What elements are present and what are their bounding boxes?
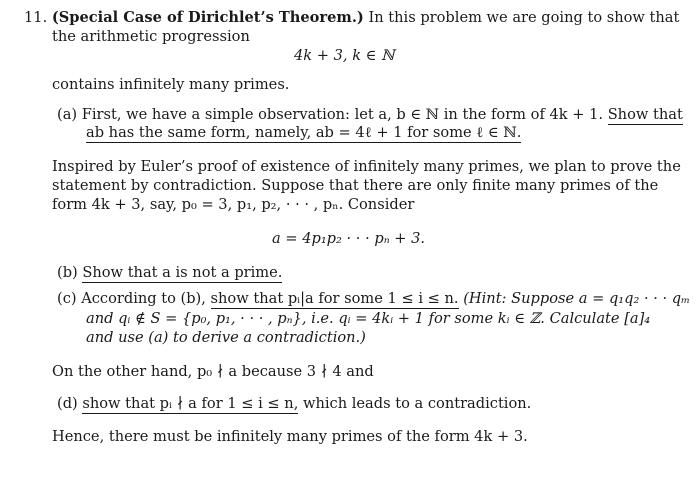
problem-number: 11. xyxy=(24,9,48,26)
display-equation-progression: 4k + 3, k ∈ ℕ xyxy=(294,47,395,64)
part-a-line2 xyxy=(86,124,521,142)
part-c-line2: and qᵢ ∉ S = {p₀, p₁, · · · , pₙ}, i.e. qᵢ = 4kᵢ + 1 for some kᵢ ∈ ℤ. Calculate [a]₄ xyxy=(86,310,651,327)
problem-intro-line2: the arithmetic progression xyxy=(52,28,250,45)
conclusion: Hence, there must be infinitely many primes of the form 4k + 3. xyxy=(52,428,528,445)
euler-line3: form 4k + 3, say, p₀ = 3, p₁, p₂, · · · , pₙ. Consider xyxy=(52,196,415,213)
part-b-prefix: (b) xyxy=(57,264,83,281)
euler-line2: statement by contradiction. Suppose that there are only finite many primes of the xyxy=(52,177,659,194)
problem-header xyxy=(24,9,679,27)
part-a-claim: ab has the same form, namely, ab = 4ℓ + 1 for some ℓ ∈ ℕ. xyxy=(86,124,522,141)
problem-title: (Special Case of Dirichlet’s Theorem.) xyxy=(51,9,364,26)
problem-intro: In this problem we are going to show that xyxy=(368,9,680,26)
part-d-prefix: (d) xyxy=(57,395,83,412)
problem-intro-line3: contains infinitely many primes. xyxy=(52,76,290,93)
part-a-text: (a) First, we have a simple observation: let a, b ∈ ℕ in the form of 4k + 1. xyxy=(57,106,604,123)
part-b-claim: Show that a is not a prime. xyxy=(82,264,283,281)
part-d xyxy=(57,395,531,413)
part-c-line3: and use (a) to derive a contradiction.) xyxy=(86,329,366,346)
part-d-claim: show that pᵢ ∤ a for 1 ≤ i ≤ n, xyxy=(82,395,299,412)
part-d-suffix: which leads to a contradiction. xyxy=(298,395,532,412)
part-c-claim: show that pᵢ|a for some 1 ≤ i ≤ n. xyxy=(210,290,459,307)
other-hand-line: On the other hand, p₀ ∤ a because 3 ∤ 4 and xyxy=(52,363,374,380)
part-c-hint-start: (Hint: Suppose a = q₁q₂ · · · qₘ xyxy=(458,290,691,307)
part-c-prefix: (c) According to (b), xyxy=(57,290,211,307)
part-a-line1 xyxy=(57,106,683,124)
part-c-line1 xyxy=(57,290,690,308)
euler-line1: Inspired by Euler’s proof of existence of infinitely many primes, we plan to prove the xyxy=(52,158,681,175)
display-equation-a: a = 4p₁p₂ · · · pₙ + 3. xyxy=(272,230,426,247)
part-a-show-that: Show that xyxy=(607,106,683,123)
part-b xyxy=(57,264,282,282)
